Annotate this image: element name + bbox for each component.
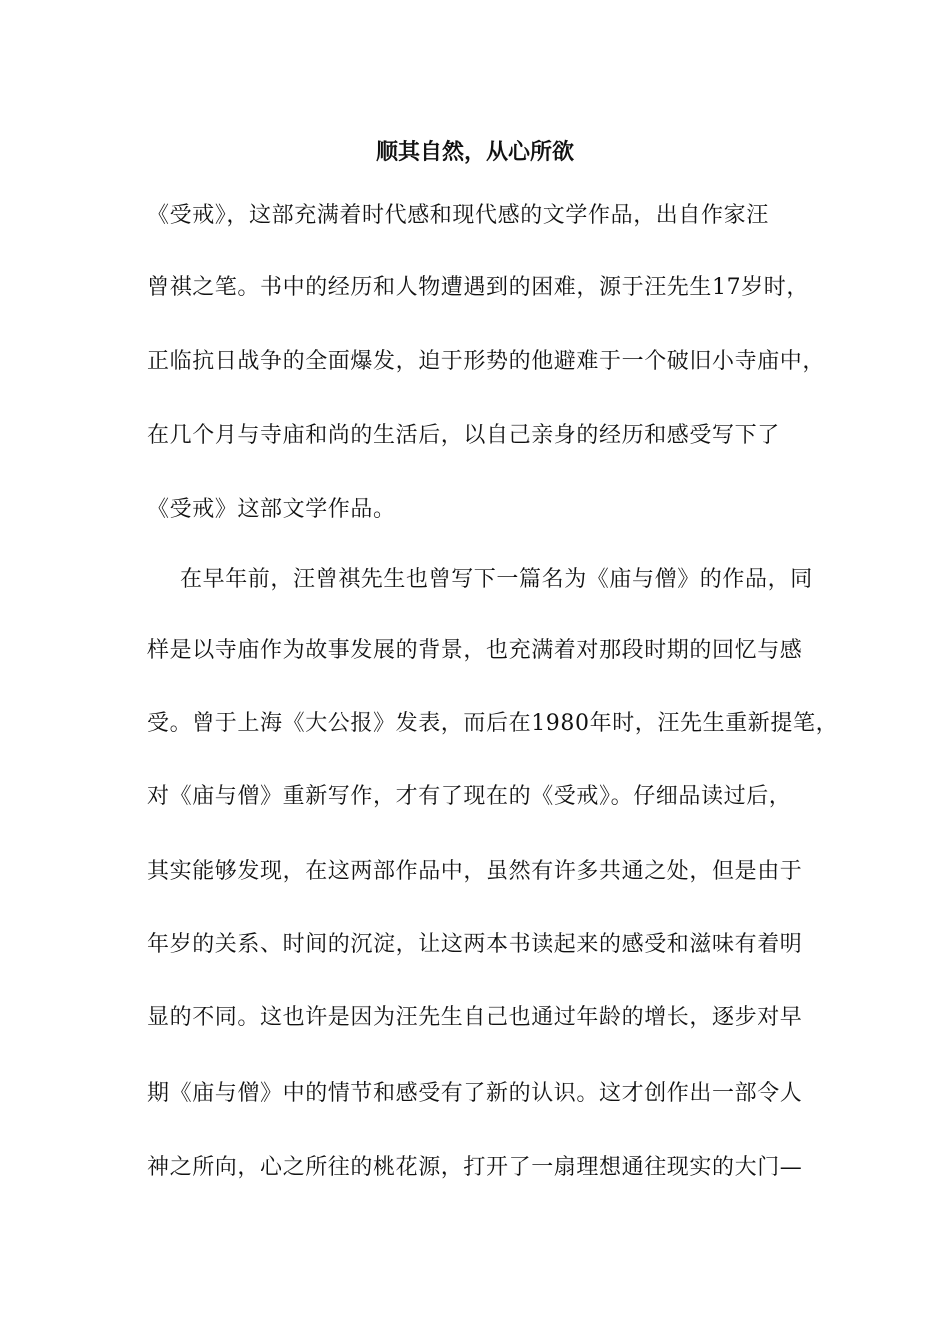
- paragraph-line: 《受戒》，这部充满着时代感和现代感的文学作品，出自作家汪: [147, 203, 769, 228]
- paragraph-line: 在几个月与寺庙和尚的生活后，以自己亲身的经历和感受写下了: [147, 423, 780, 448]
- document-title: 顺其自然，从心所欲: [375, 139, 574, 165]
- paragraph-line: 《受戒》这部文学作品。: [147, 497, 396, 522]
- paragraph-line: 显的不同。这也许是因为汪先生自己也通过年龄的增长，逐步对早: [147, 1005, 803, 1030]
- paragraph-line: 正临抗日战争的全面爆发，迫于形势的他避难于一个破旧小寺庙中，: [147, 349, 826, 374]
- paragraph-line: 曾祺之笔。书中的经历和人物遭遇到的困难，源于汪先生17岁时，: [147, 275, 809, 300]
- paragraph-line: 年岁的关系、时间的沉淀，让这两本书读起来的感受和滋味有着明: [147, 932, 803, 957]
- paragraph-line: 样是以寺庙作为故事发展的背景，也充满着对那段时期的回忆与感: [147, 638, 803, 663]
- paragraph-line: 对《庙与僧》重新写作，才有了现在的《受戒》。仔细品读过后，: [147, 784, 792, 809]
- paragraph-line: 在早年前，汪曾祺先生也曾写下一篇名为《庙与僧》的作品，同: [180, 567, 813, 592]
- paragraph-line: 受。曾于上海《大公报》发表，而后在1980年时，汪先生重新提笔，: [147, 711, 839, 736]
- paragraph-line: 期《庙与僧》中的情节和感受有了新的认识。这才创作出一部令人: [147, 1081, 803, 1106]
- paragraph-line: 神之所向，心之所往的桃花源，打开了一扇理想通往现实的大门—: [147, 1155, 803, 1180]
- paragraph-line: 其实能够发现，在这两部作品中，虽然有许多共通之处，但是由于: [147, 859, 803, 884]
